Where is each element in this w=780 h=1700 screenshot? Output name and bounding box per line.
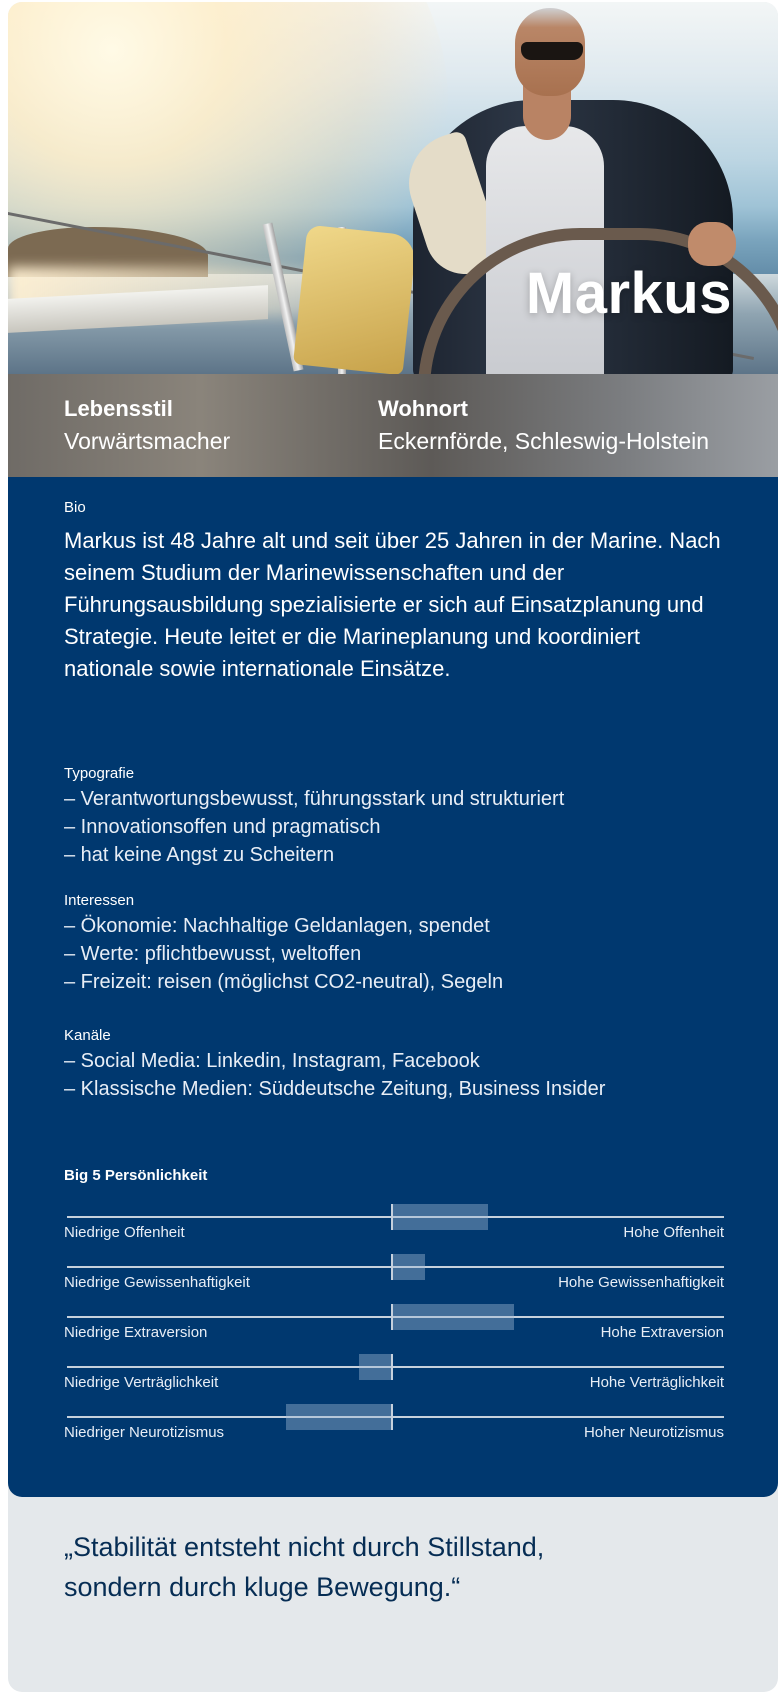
fact-label: Wohnort <box>378 396 469 421</box>
trait-gewissenhaftigkeit <box>64 1266 724 1306</box>
trait-center-mark <box>391 1404 393 1430</box>
hero-photo <box>8 2 778 374</box>
photo-sunglasses <box>521 42 583 60</box>
trait-value-bar <box>392 1254 425 1280</box>
list-item: – Freizeit: reisen (möglichst CO2-neutral), Segeln <box>64 971 504 993</box>
kanaele-list <box>64 1047 605 1103</box>
list-item: – Klassische Medien: Süddeutsche Zeitung, Business Insider <box>64 1078 606 1100</box>
fact-value: Eckernförde, Schleswig-Holstein <box>378 428 710 454</box>
kanaele-label: Kanäle <box>64 1027 111 1044</box>
trait-low-label: Niedrige Offenheit <box>64 1224 185 1241</box>
trait-scale-line <box>67 1366 724 1368</box>
persona-details <box>8 477 778 1497</box>
trait-center-mark <box>391 1354 393 1380</box>
fact-label: Lebensstil <box>64 396 173 421</box>
persona-name: Markus <box>525 261 732 326</box>
trait-high-label: Hohe Verträglichkeit <box>589 1374 724 1391</box>
trait-value-bar <box>286 1404 392 1430</box>
trait-high-label: Hohe Gewissenhaftigkeit <box>558 1274 724 1291</box>
list-item: – Social Media: Linkedin, Instagram, Facebook <box>64 1050 480 1072</box>
interessen-label: Interessen <box>64 892 135 909</box>
fact-wohnort <box>378 396 709 455</box>
trait-high-label: Hohe Extraversion <box>600 1324 724 1341</box>
list-item: – Verantwortungsbewusst, führungsstark und strukturiert <box>64 788 565 810</box>
fact-lebensstil <box>64 396 230 455</box>
trait-center-mark <box>391 1304 393 1330</box>
quote-line-2: sondern durch kluge Bewegung.“ <box>64 1572 461 1602</box>
trait-high-label: Hoher Neurotizismus <box>583 1424 724 1441</box>
trait-low-label: Niedriger Neurotizismus <box>64 1424 225 1441</box>
big5-title: Big 5 Persönlichkeit <box>64 1167 208 1184</box>
trait-high-label: Hohe Offenheit <box>623 1224 724 1241</box>
trait-low-label: Niedrige Verträglichkeit <box>64 1374 219 1391</box>
trait-low-label: Niedrige Extraversion <box>64 1324 208 1341</box>
trait-center-mark <box>391 1204 393 1230</box>
typografie-list <box>64 785 564 869</box>
trait-extraversion <box>64 1316 724 1356</box>
trait-offenheit <box>64 1216 724 1256</box>
list-item: – Ökonomie: Nachhaltige Geldanlagen, spendet <box>64 915 490 937</box>
list-item: – Innovationsoffen und pragmatisch <box>64 816 381 838</box>
typografie-label: Typografie <box>64 765 135 782</box>
trait-low-label: Niedrige Gewissenhaftigkeit <box>64 1274 250 1291</box>
bio-label: Bio <box>64 499 86 516</box>
trait-value-bar <box>392 1304 514 1330</box>
trait-value-bar <box>359 1354 392 1380</box>
persona-card <box>8 2 778 1692</box>
quote-line-1: „Stabilität entsteht nicht durch Stillstand, <box>64 1532 545 1562</box>
trait-value-bar <box>392 1204 488 1230</box>
trait-vertraeglichkeit <box>64 1366 724 1406</box>
fact-value: Vorwärtsmacher <box>64 428 231 454</box>
facts-band <box>8 374 778 477</box>
trait-center-mark <box>391 1254 393 1280</box>
list-item: – hat keine Angst zu Scheitern <box>64 844 335 866</box>
list-item: – Werte: pflichtbewusst, weltoffen <box>64 943 362 965</box>
trait-neurotizismus <box>64 1416 724 1456</box>
persona-quote <box>64 1527 744 1607</box>
photo-yellow-bag <box>293 225 417 374</box>
interessen-list <box>64 912 503 996</box>
bio-text: Markus ist 48 Jahre alt und seit über 25 Jahren in der Marine. Nach seinem Studium der Marinewissenschaften und der Führungsausbildung spezialisierte er sich auf Einsatzplanung und Strategie. Heute leitet er die Marineplanung und koordiniert nationale sowie internationale Einsätze. <box>64 528 721 681</box>
trait-scale-line <box>67 1416 724 1418</box>
